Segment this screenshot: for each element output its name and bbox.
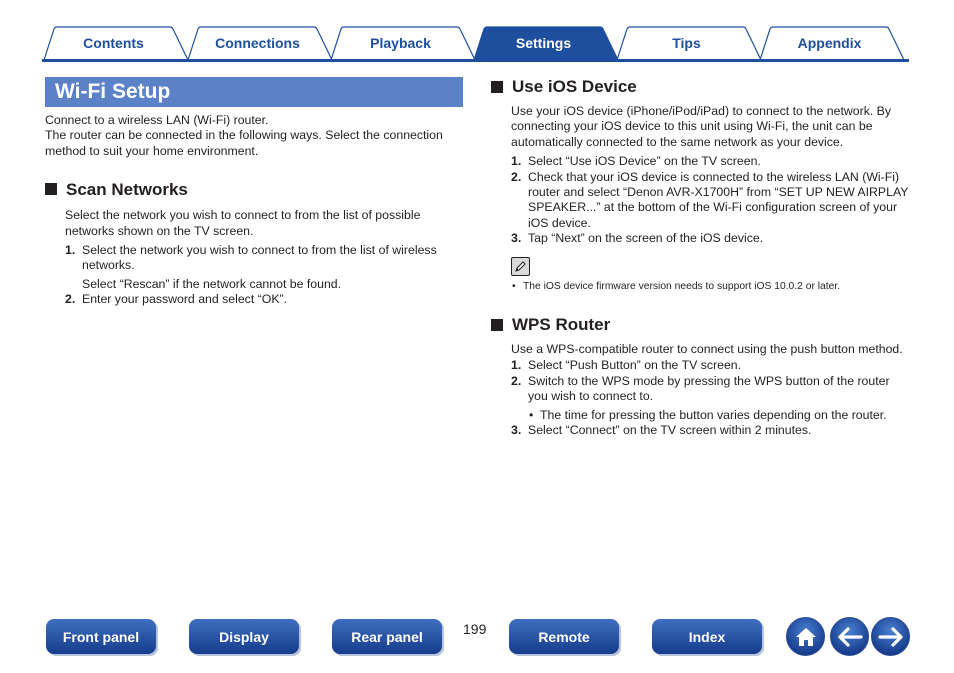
intro xyxy=(45,113,465,159)
step-item xyxy=(511,154,909,169)
step-text: Select the network you wish to connect to from the list of wireless networks. xyxy=(82,243,437,273)
section-heading xyxy=(45,178,465,200)
display-button[interactable]: Display xyxy=(189,619,299,654)
pencil-note-icon xyxy=(511,257,530,276)
section-heading-text: WPS Router xyxy=(512,315,611,335)
step-text: Tap “Next” on the screen of the iOS device. xyxy=(528,231,764,246)
section-description: Select the network you wish to connect to from the list of possible networks shown on the TV screen. xyxy=(65,208,421,238)
tab-playback[interactable] xyxy=(329,26,472,60)
page-title: Wi-Fi Setup xyxy=(45,77,463,107)
rear-panel-button[interactable]: Rear panel xyxy=(332,619,442,654)
step-item xyxy=(511,374,909,405)
step-note: Select “Rescan” if the network cannot be found. xyxy=(82,276,342,291)
use-ios-section xyxy=(491,76,909,294)
right-column xyxy=(491,76,909,439)
square-bullet-icon xyxy=(491,319,503,331)
step-number: 2. xyxy=(65,292,76,307)
note-text: • The iOS device firmware version needs to support iOS 10.0.2 or later. xyxy=(511,279,909,294)
tab-label: Appendix xyxy=(797,35,862,51)
arrow-left-icon xyxy=(837,627,863,647)
tab-label: Playback xyxy=(370,35,431,51)
tab-tips[interactable] xyxy=(615,26,758,60)
section-heading xyxy=(491,314,909,336)
step-item xyxy=(511,423,909,438)
back-button[interactable] xyxy=(830,617,869,656)
step-text: Enter your password and select “OK”. xyxy=(82,292,288,307)
tab-label: Contents xyxy=(83,35,144,51)
section-heading xyxy=(491,76,909,98)
wps-router-section xyxy=(491,314,909,438)
arrow-right-icon xyxy=(878,627,904,647)
section-heading-text: Scan Networks xyxy=(66,179,188,199)
bullet-note: • The time for pressing the button varies depending on the router. xyxy=(528,408,909,423)
step-item xyxy=(65,292,465,307)
step-item xyxy=(511,358,909,373)
square-bullet-icon xyxy=(491,81,503,93)
section-heading-text: Use iOS Device xyxy=(512,77,637,97)
tab-label: Tips xyxy=(672,35,701,51)
tab-connections[interactable] xyxy=(186,26,329,60)
intro-line: Connect to a wireless LAN (Wi-Fi) router. xyxy=(45,113,269,127)
step-number: 1. xyxy=(65,243,76,258)
tab-underline xyxy=(42,59,909,62)
square-bullet-icon xyxy=(45,183,57,195)
step-number: 1. xyxy=(511,154,522,169)
scan-networks-section xyxy=(45,178,465,307)
section-description: Use your iOS device (iPhone/iPod/iPad) to connect to the network. By connecting your iOS device to this unit using Wi-Fi, the unit can be automatically connected to the same network as your device. xyxy=(511,104,892,149)
tab-label: Connections xyxy=(215,35,300,51)
step-item xyxy=(65,243,465,274)
step-number: 2. xyxy=(511,169,522,184)
front-panel-button[interactable]: Front panel xyxy=(46,619,156,654)
tab-bar xyxy=(42,26,909,62)
step-list xyxy=(511,358,909,438)
section-description: Use a WPS-compatible router to connect using the push button method. xyxy=(511,342,903,357)
step-item xyxy=(511,231,909,246)
step-list xyxy=(65,243,465,308)
remote-button[interactable]: Remote xyxy=(509,619,619,654)
step-item xyxy=(511,170,909,232)
step-number: 2. xyxy=(511,373,522,388)
step-text: Select “Use iOS Device” on the TV screen. xyxy=(528,154,761,169)
index-button[interactable]: Index xyxy=(652,619,762,654)
tab-settings[interactable] xyxy=(472,26,615,60)
forward-button[interactable] xyxy=(871,617,910,656)
intro-line: The router can be connected in the following ways. Select the connection method to suit your home environment. xyxy=(45,128,443,158)
step-number: 3. xyxy=(511,423,522,438)
page-number: 199 xyxy=(463,621,487,637)
home-button[interactable] xyxy=(786,617,825,656)
step-text: Switch to the WPS mode by pressing the WPS button of the router you wish to connect to. xyxy=(528,373,890,404)
step-text: Select “Push Button” on the TV screen. xyxy=(528,358,742,373)
step-text: Check that your iOS device is connected to the wireless LAN (Wi-Fi) router and select “Denon AVR-X1700H” from “SET UP NEW AIRPLAY SPEAKER...” at the bottom of the Wi-Fi configuration screen of your iOS device. xyxy=(528,169,909,230)
tab-contents[interactable] xyxy=(42,26,185,60)
tab-appendix[interactable] xyxy=(758,26,901,60)
tab-label: Settings xyxy=(515,35,572,51)
home-icon xyxy=(794,626,818,648)
left-column xyxy=(45,77,465,308)
step-text: Select “Connect” on the TV screen within 2 minutes. xyxy=(528,423,812,438)
step-number: 1. xyxy=(511,358,522,373)
step-list xyxy=(511,154,909,246)
step-number: 3. xyxy=(511,231,522,246)
